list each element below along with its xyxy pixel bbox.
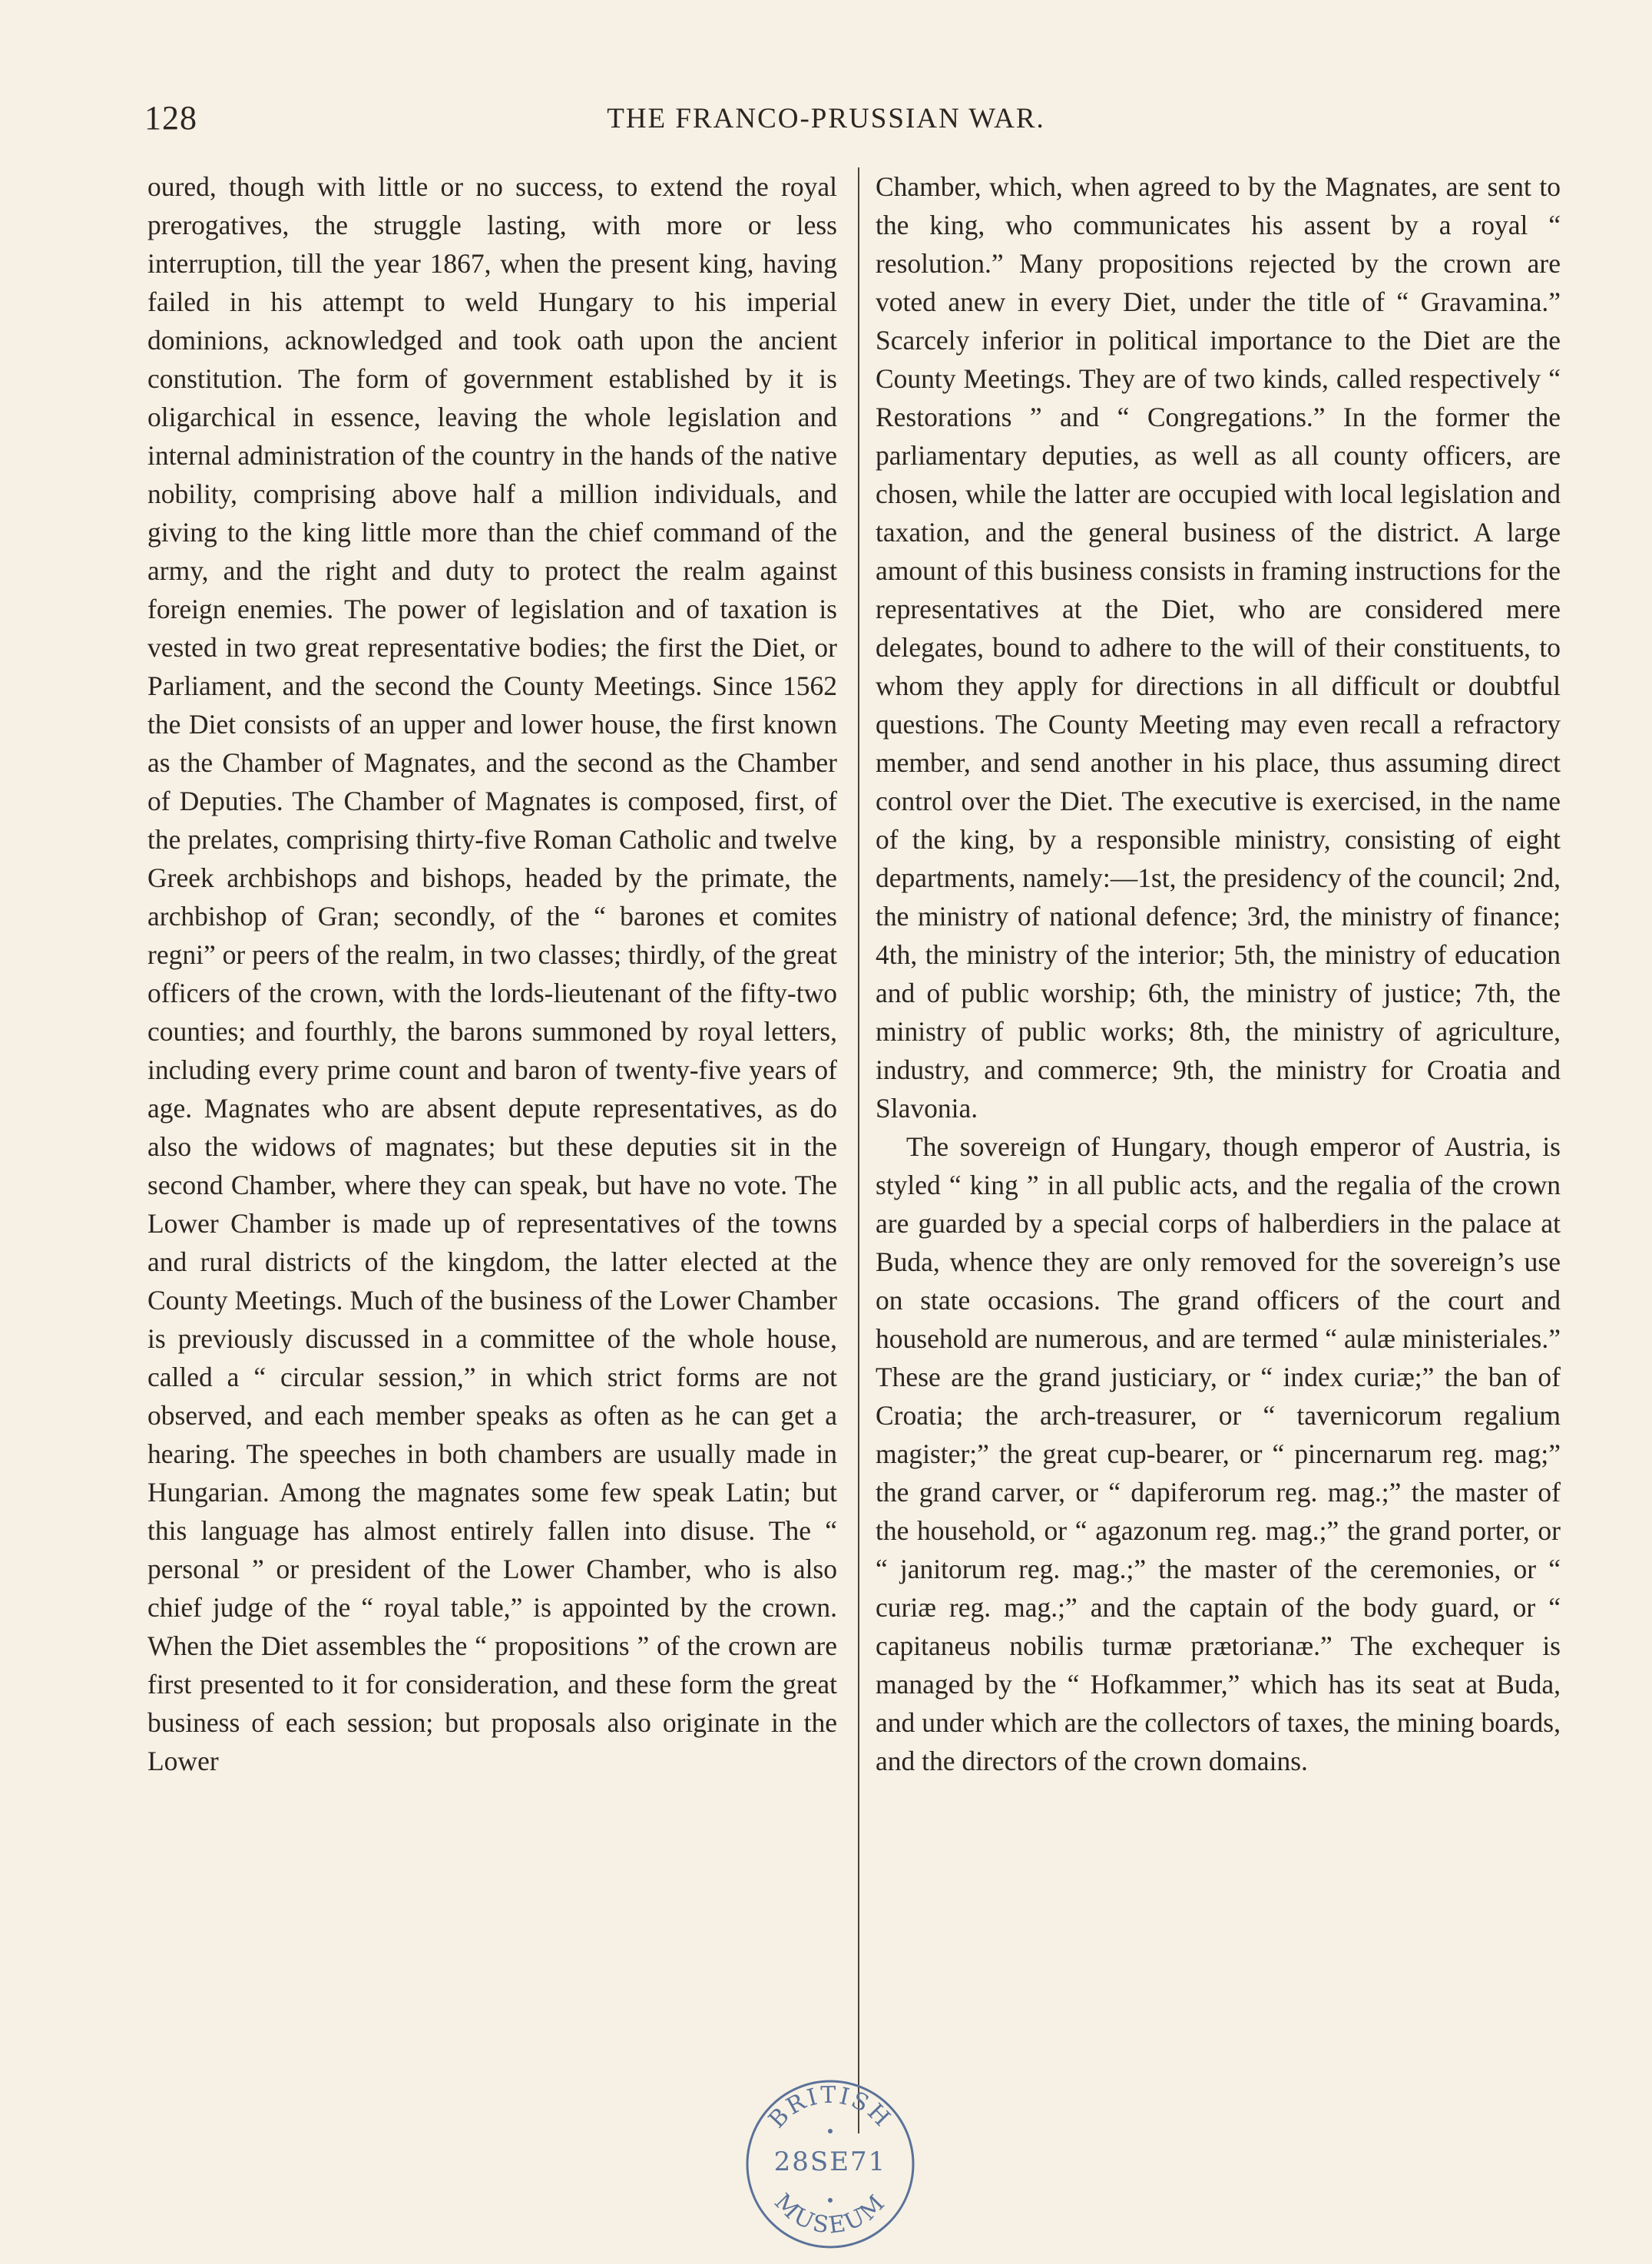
left-column [147,167,837,1780]
stamp-top-text: BRITISH [763,2081,897,2134]
library-stamp [742,2074,919,2250]
paragraph: The sovereign of Hungary, though emperor of Austria, is styled “ king ” in all public acts, and the regalia of the crown are guarded by a special corps of halberdiers in the palace at Buda, whence they are only removed for the sovereign’s use on state occasions. The grand officers of the court and household are numerous, and are termed “ aulæ ministeriales.” These are the grand justiciary, or “ index curiæ;” the ban of Croatia; the arch-treasurer, or “ tavernicorum regalium magister;” the great cup-bearer, or “ pincernarum reg. mag;” the grand carver, or “ dapiferorum reg. mag.;” the master of the household, or “ agazonum reg. mag.;” the grand porter, or “ janitorum reg. mag.;” the master of the ceremonies, or “ curiæ reg. mag.;” and the captain of the body guard, or “ capitaneus nobilis turmæ prætorianæ.” The exchequer is managed by the “ Hofkammer,” which has its seat at Buda, and under which are the collectors of taxes, the mining boards, and the directors of the crown domains. [876,1131,1561,1776]
stamp-date: 28SE71 [773,2146,887,2177]
stamp-bottom-text: MUSEUM [769,2188,892,2239]
paragraph: Chamber, which, when agreed to by the Magnates, are sent to the king, who communicates his assent by a royal “ resolution.” Many propositions rejected by the crown are voted anew in every Diet, under the title of “ Gravamina.” Scarcely inferior in political importance to the Diet are the County Meetings. They are of two kinds, called respectively “ Restorations ” and “ Congregations.” In the former the parliamentary deputies, as well as all county officers, are chosen, while the latter are occupied with local legislation and taxation, and the general business of the district. A large amount of this business consists in framing instructions for the representatives at the Diet, who are considered mere delegates, bound to adhere to the will of their constituents, to whom they apply for directions in all difficult or doubtful questions. The County Meeting may even recall a refractory member, and send another in his place, thus assuming direct control over the Diet. The executive is exercised, in the name of the king, by a responsible ministry, consisting of eight departments, namely:—1st, the presidency of the council; 2nd, the ministry of national defence; 3rd, the ministry of finance; 4th, the ministry of the interior; 5th, the ministry of education and of public worship; 6th, the ministry of justice; 7th, the ministry of public works; 8th, the ministry of agriculture, industry, and commerce; 9th, the ministry for Croatia and Slavonia. [876,171,1561,1124]
page-number: 128 [144,99,197,137]
right-column [876,167,1561,1780]
column-divider [858,167,859,2133]
paragraph: oured, though with little or no success, to extend the royal prerogatives, the struggle lasting, with more or less interruption, till the year 1867, when the present king, having failed in his attempt to weld Hungary to his imperial dominions, acknowledged and took oath upon the ancient constitution. The form of government established by it is oligarchical in essence, leaving the whole legislation and internal administration of the country in the hands of the native nobility, comprising above half a million individuals, and giving to the king little more than the chief command of the army, and the right and duty to protect the realm against foreign enemies. The power of legislation and of taxation is vested in two great representative bodies; the first the Diet, or Parliament, and the second the County Meetings. Since 1562 the Diet consists of an upper and lower house, the first known as the Chamber of Magnates, and the second as the Chamber of Deputies. The Chamber of Magnates is composed, first, of the prelates, comprising thirty-five Roman Catholic and twelve Greek archbishops and bishops, headed by the primate, the archbishop of Gran; secondly, of the “ barones et comites regni” or peers of the realm, in two classes; thirdly, of the great officers of the crown, with the lords-lieutenant of the fifty-two counties; and fourthly, the barons summoned by royal letters, including every prime count and baron of twenty-five years of age. Magnates who are absent depute representatives, as do also the widows of magnates; but these deputies sit in the second Chamber, where they can speak, but have no vote. The Lower Chamber is made up of representatives of the towns and rural districts of the kingdom, the latter elected at the County Meetings. Much of the business of the Lower Chamber is previously discussed in a committee of the whole house, called a “ circular session,” in which strict forms are not observed, and each member speaks as often as he can get a hearing. The speeches in both chambers are usually made in Hungarian. Among the magnates some few speak Latin; but this language has almost entirely fallen into disuse. The “ personal ” or president of the Lower Chamber, who is also chief judge of the “ royal table,” is appointed by the crown. When the Diet assembles the “ propositions ” of the crown are first presented to it for consideration, and these form the great business of each session; but proposals also originate in the Lower [147,171,837,1776]
running-title: THE FRANCO-PRUSSIAN WAR. [607,103,1045,134]
